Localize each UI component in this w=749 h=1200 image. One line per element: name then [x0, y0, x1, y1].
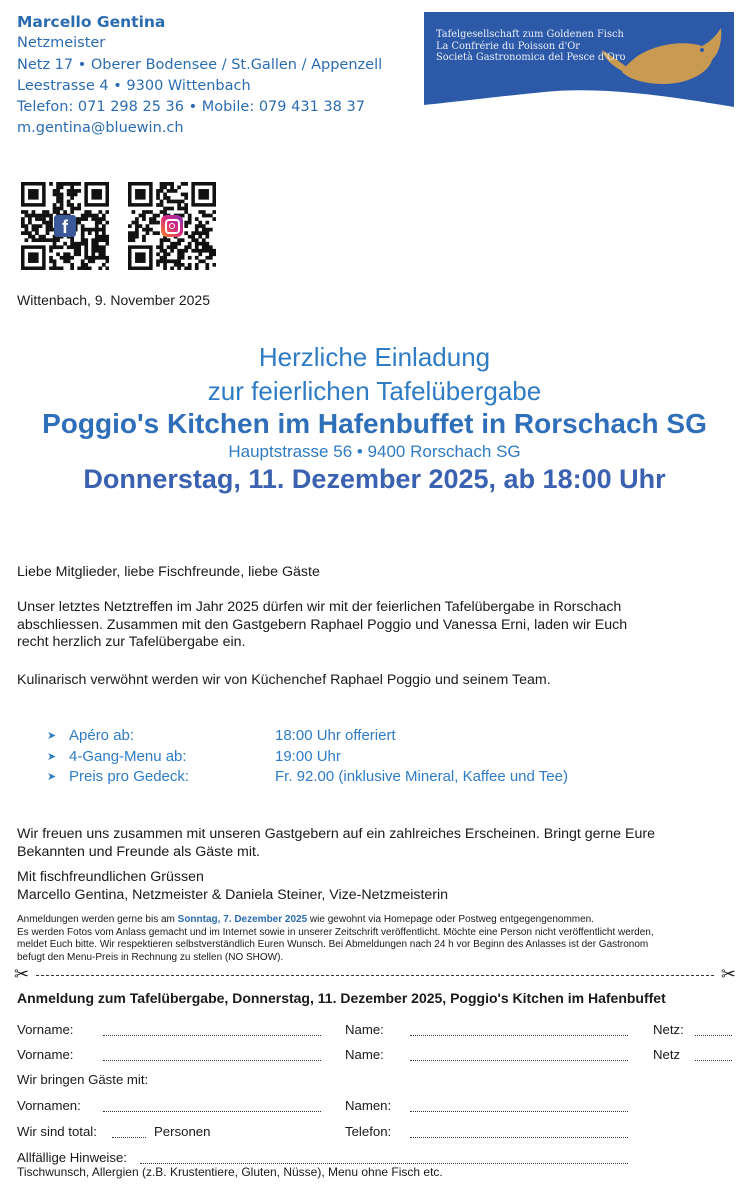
scissors-icon: ✂	[14, 964, 30, 984]
facebook-qr-code[interactable]	[21, 182, 109, 270]
guests-label: Wir bringen Gäste mit:	[17, 1072, 149, 1087]
logo-line-2: La Confrérie du Poisson d'Or	[436, 40, 580, 52]
namen-label: Namen:	[345, 1098, 392, 1113]
schedule-value: 18:00 Uhr offeriert	[275, 727, 396, 744]
telefon-label: Telefon:	[345, 1124, 392, 1139]
invitation-heading: Herzliche Einladung	[258, 342, 491, 372]
schedule-label: Apéro ab:	[69, 727, 135, 744]
notice-line-3: meldet Euch bitte. Wir respektieren selbstverständlich Euren Wunsch. Bei Abmeldungen nach 24 h vor Beginn des Anlasses ist der Gastronom	[17, 939, 649, 951]
name-label: Name:	[345, 1022, 384, 1037]
place-date: Wittenbach, 9. November 2025	[17, 292, 210, 308]
logo-line-1: Tafelgesellschaft zum Goldenen Fisch	[436, 29, 624, 40]
facebook-icon: f	[54, 215, 76, 237]
hinweise-label: Allfällige Hinweise:	[17, 1150, 127, 1165]
name-field[interactable]	[410, 1025, 628, 1036]
name-label: Name:	[345, 1047, 384, 1062]
sender-phone: Telefon: 071 298 25 36 • Mobile: 079 431 38 37	[17, 99, 365, 116]
venue-name: Poggio's Kitchen im Hafenbuffet in Rorschach SG	[42, 408, 707, 439]
intro-line-3: recht herzlich zur Tafelübergabe ein.	[17, 634, 246, 650]
invitation-subheading: zur feierlichen Tafelübergabe	[207, 376, 542, 406]
sender-address: Leestrasse 4 • 9300 Wittenbach	[17, 77, 251, 94]
schedule-value: Fr. 92.00 (inklusive Mineral, Kaffee und Tee)	[275, 768, 568, 785]
closing-line-2: Bekannten und Freunde als Gäste mit.	[17, 843, 260, 860]
notice-text: wie gewohnt via Homepage oder Postweg entgegengenommen.	[307, 914, 595, 925]
sender-name: Marcello Gentina	[17, 13, 166, 31]
intro-paragraph	[17, 599, 733, 652]
closing-line-1: Wir freuen uns zusammen mit unseren Gastgebern auf ein zahlreiches Erscheinen. Bringt gerne Eure	[17, 826, 655, 842]
arrow-bullet-icon: ➤	[47, 771, 57, 783]
sender-block	[17, 12, 382, 140]
schedule-value: 19:00 Uhr	[275, 747, 341, 765]
sender-email[interactable]: m.gentina@bluewin.ch	[17, 120, 184, 137]
hinweise-example: Tischwunsch, Allergien (z.B. Krustentiere, Gluten, Nüsse), Menu ohne Fisch etc.	[17, 1165, 443, 1179]
personen-label: Personen	[154, 1124, 211, 1139]
closing-paragraph	[17, 826, 733, 861]
netz-label: Netz	[653, 1047, 681, 1062]
intro-line-1: Unser letztes Netztreffen im Jahr 2025 dürfen wir mit der feierlichen Tafelübergabe in Rorschach	[17, 599, 622, 615]
total-field[interactable]	[112, 1127, 146, 1138]
culinary-paragraph: Kulinarisch verwöhnt werden wir von Küchenchef Raphael Poggio und seinem Team.	[17, 672, 551, 688]
vorname-label: Vorname:	[17, 1022, 74, 1037]
netz-label: Netz:	[653, 1022, 684, 1037]
registration-notice	[17, 914, 747, 964]
signature: Marcello Gentina, Netzmeister & Daniela Steiner, Vize-Netzmeisterin	[17, 886, 449, 903]
name-field[interactable]	[410, 1050, 628, 1061]
notice-line-2: Es werden Fotos vom Anlass gemacht und im Internet sowie in unserer Zeitschrift veröffentlicht. Möchte eine Person nicht veröffentlicht werden,	[17, 926, 654, 938]
sender-role: Netzmeister	[17, 35, 106, 52]
hinweise-field[interactable]	[140, 1153, 628, 1164]
venue-address: Hauptstrasse 56 • 9400 Rorschach SG	[228, 442, 521, 461]
deadline-highlight: Sonntag, 7. Dezember 2025	[177, 914, 308, 925]
netz-field[interactable]	[695, 1025, 732, 1036]
list-item	[47, 726, 568, 747]
arrow-bullet-icon: ➤	[47, 750, 57, 763]
signature-block	[17, 869, 733, 904]
vorname-label: Vorname:	[17, 1047, 74, 1062]
scissors-icon: ✂	[720, 964, 736, 984]
list-item	[47, 767, 568, 788]
event-datetime: Donnerstag, 11. Dezember 2025, ab 18:00 Uhr	[83, 464, 666, 494]
total-label: Wir sind total:	[17, 1124, 97, 1139]
schedule-list	[47, 726, 568, 788]
notice-line-4: befugt den Menu-Preis in Rechnung zu stellen (NO SHOW).	[17, 951, 284, 963]
netz-field[interactable]	[695, 1050, 732, 1061]
logo-line-3: Società Gastronomica del Pesce d'Oro	[436, 52, 626, 63]
intro-line-2: abschliessen. Zusammen mit den Gastgebern Raphael Poggio und Vanessa Erni, laden wir Euch	[17, 616, 628, 633]
sender-network: Netz 17 • Oberer Bodensee / St.Gallen / Appenzell	[17, 56, 383, 73]
guest-vornamen-field[interactable]	[103, 1101, 321, 1112]
instagram-qr-code[interactable]	[128, 182, 216, 270]
instagram-icon	[161, 215, 183, 237]
notice-text: Anmeldungen werden gerne bis am	[17, 914, 178, 925]
vorname-field[interactable]	[103, 1050, 321, 1061]
vornamen-label: Vornamen:	[17, 1098, 81, 1113]
greeting: Liebe Mitglieder, liebe Fischfreunde, liebe Gäste	[17, 564, 320, 580]
vorname-field[interactable]	[103, 1025, 321, 1036]
telefon-field[interactable]	[410, 1127, 628, 1138]
list-item	[47, 747, 568, 768]
form-title: Anmeldung zum Tafelübergabe, Donnerstag, 11. Dezember 2025, Poggio's Kitchen im Hafenbuffet	[17, 990, 666, 1006]
arrow-bullet-icon: ➤	[47, 730, 57, 742]
guest-namen-field[interactable]	[410, 1101, 628, 1112]
schedule-label: 4-Gang-Menu ab:	[69, 747, 187, 765]
cut-line	[14, 966, 736, 986]
closing-greeting: Mit fischfreundlichen Grüssen	[17, 869, 204, 885]
society-logo	[424, 12, 734, 107]
schedule-label: Preis pro Gedeck:	[69, 768, 190, 785]
